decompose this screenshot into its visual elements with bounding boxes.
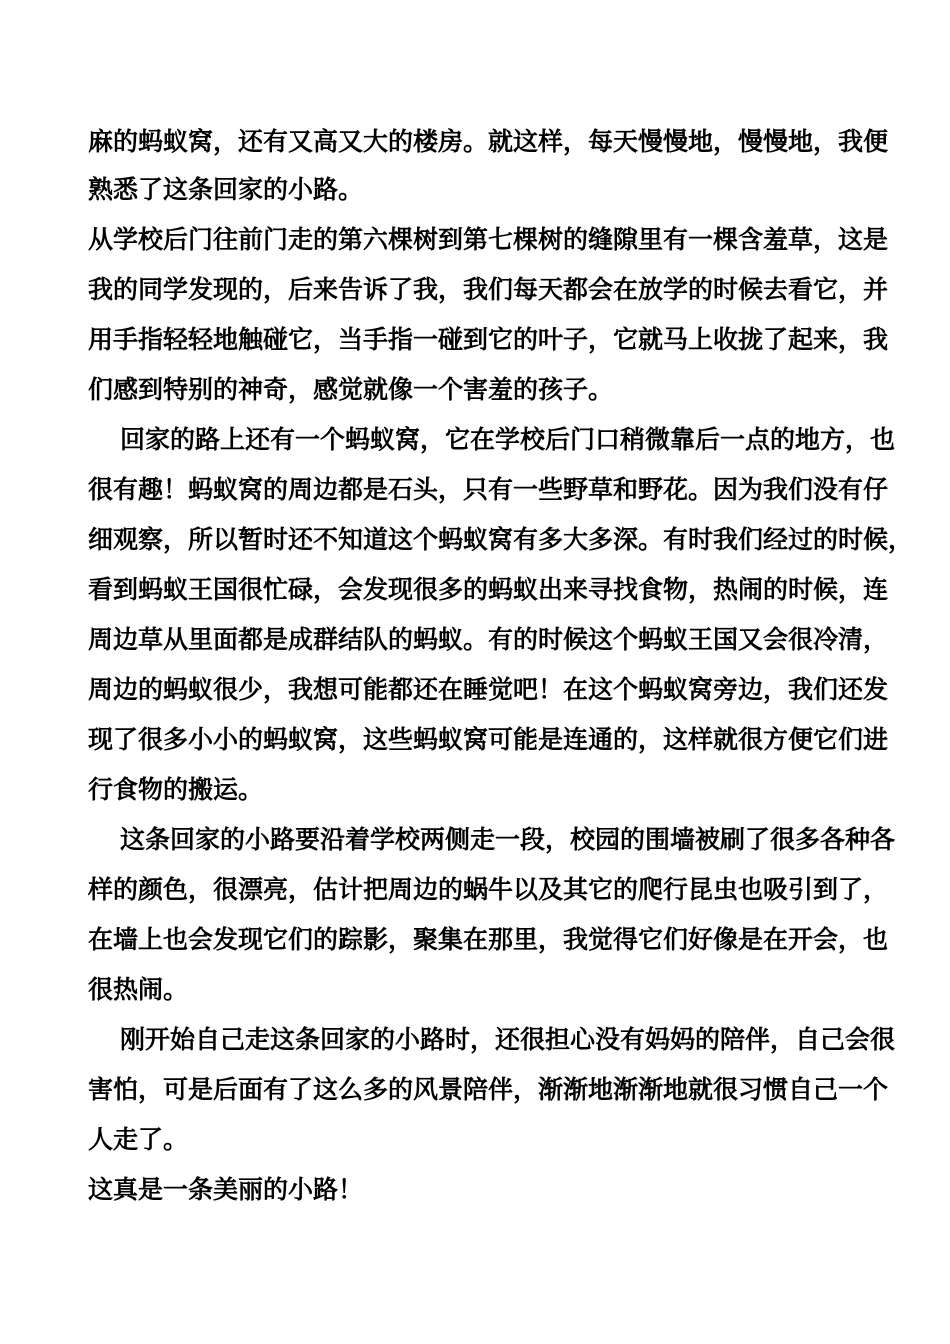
- text-line: 们感到特别的神奇，感觉就像一个害羞的孩子。: [88, 375, 614, 404]
- text-line: 样的颜色，很漂亮，估计把周边的蜗牛以及其它的爬行昆虫也吸引到了，: [88, 875, 889, 904]
- text-line: 现了很多小小的蚂蚁窝，这些蚂蚁窝可能是连通的，这样就很方便它们进: [88, 725, 889, 754]
- text-line: 周边的蚂蚁很少，我想可能都还在睡觉吧！在这个蚂蚁窝旁边，我们还发: [88, 675, 889, 704]
- text-line: 这条回家的小路要沿着学校两侧走一段，校园的围墙被刷了很多各种各: [120, 825, 896, 854]
- text-line: 刚开始自己走这条回家的小路时，还很担心没有妈妈的陪伴，自己会很: [120, 1025, 896, 1054]
- text-line: 用手指轻轻地触碰它，当手指一碰到它的叶子，它就马上收拢了起来，我: [88, 325, 889, 354]
- text-line: 行食物的搬运。: [88, 775, 264, 804]
- text-line: 很热闹。: [88, 975, 189, 1004]
- text-line: 这真是一条美丽的小路！: [88, 1175, 364, 1204]
- text-line: 细观察，所以暂时还不知道这个蚂蚁窝有多大多深。有时我们经过的时候，: [88, 525, 914, 554]
- text-line: 害怕，可是后面有了这么多的风景陪伴，渐渐地渐渐地就很习惯自己一个: [88, 1075, 889, 1104]
- text-line: 看到蚂蚁王国很忙碌，会发现很多的蚂蚁出来寻找食物，热闹的时候，连: [88, 575, 889, 604]
- text-line: 麻的蚂蚁窝，还有又高又大的楼房。就这样，每天慢慢地，慢慢地，我便: [88, 127, 889, 156]
- text-line: 在墙上也会发现它们的踪影，聚集在那里，我觉得它们好像是在开会，也: [88, 925, 889, 954]
- text-line: 回家的路上还有一个蚂蚁窝，它在学校后门口稍微靠后一点的地方，也: [120, 425, 896, 454]
- text-line: 我的同学发现的，后来告诉了我，我们每天都会在放学的时候去看它，并: [88, 275, 889, 304]
- text-line: 周边草从里面都是成群结队的蚂蚁。有的时候这个蚂蚁王国又会很冷清，: [88, 625, 889, 654]
- text-line: 熟悉了这条回家的小路。: [88, 175, 364, 204]
- text-line: 从学校后门往前门走的第六棵树到第七棵树的缝隙里有一棵含羞草，这是: [88, 225, 889, 254]
- text-line: 很有趣！蚂蚁窝的周边都是石头，只有一些野草和野花。因为我们没有仔: [88, 475, 889, 504]
- text-line: 人走了。: [88, 1125, 189, 1154]
